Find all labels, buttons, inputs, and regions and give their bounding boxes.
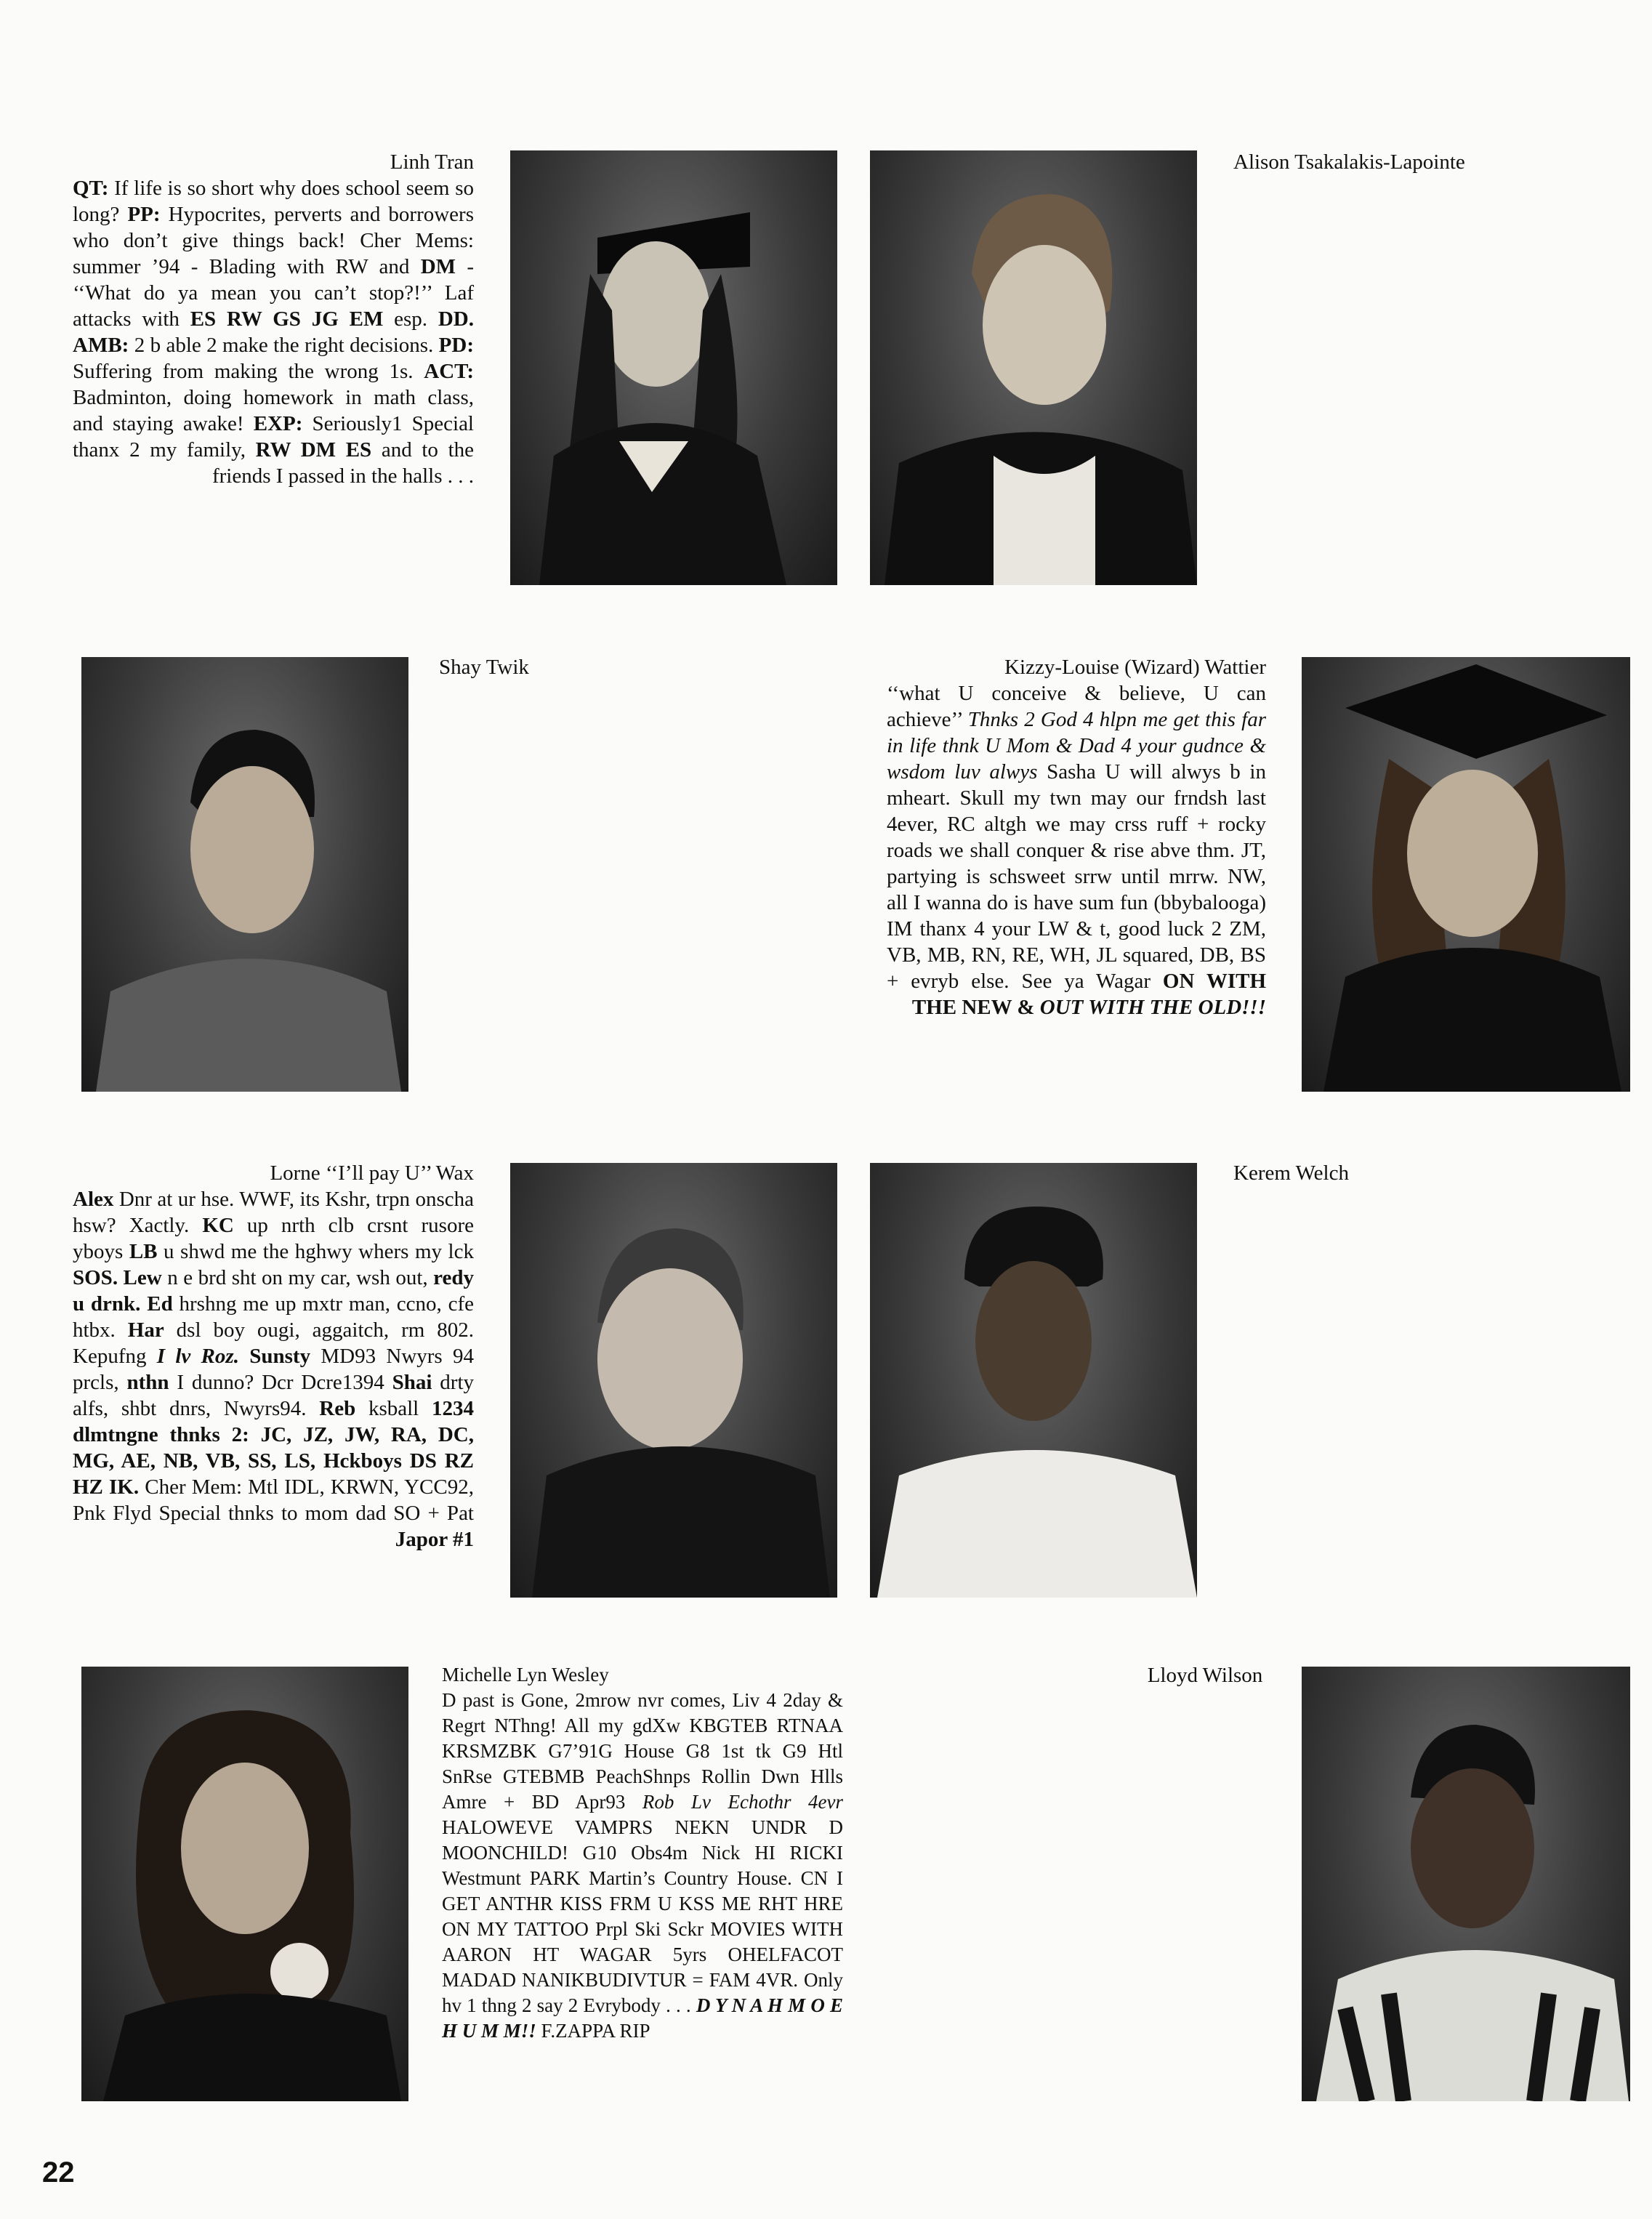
student-name: Alison Tsakalakis-Lapointe bbox=[1233, 150, 1465, 174]
student-block-kizzy-louise-wattier bbox=[887, 654, 1266, 1020]
student-bio: D past is Gone, 2mrow nvr comes, Liv 4 2day & Regrt NThng! All my gdXw KBGTEB RTNAA KRSMZBK G7’91G House G8 1st tk G9 Htl SnRse GTEBMB PeachShnps Rollin Dwn Hlls Amre + BD Apr93 Rob Lv Echothr 4evr HALOWEVE VAMPRS NEKN UNDR D MOONCHILD! G10 Obs4m Nick HI RICKI Westmunt PARK Martin’s Country House. CN I GET ANTHR KISS FRM U KSS ME RHT HRE ON MY TATTOO Prpl Ski Sckr MOVIES WITH AARON HT WAGAR 5yrs OHELFACOT MADAD NANIKBUDIVTUR = FAM 4VR. Only hv 1 thng 2 say 2 Evrybody . . . D Y N A H M O E H U M M!! F.ZAPPA RIP bbox=[442, 1689, 843, 2042]
student-name: Linh Tran bbox=[390, 150, 474, 174]
student-name: Lloyd Wilson bbox=[1147, 1664, 1263, 1687]
student-photo-alison-tsakalakis-lapointe bbox=[870, 150, 1197, 585]
student-photo-lloyd-wilson bbox=[1302, 1667, 1630, 2101]
student-photo-michelle-lyn-wesley bbox=[81, 1667, 408, 2101]
student-name: Shay Twik bbox=[439, 656, 529, 679]
student-photo-kerem-welch bbox=[870, 1163, 1197, 1598]
student-photo-lorne-wax bbox=[510, 1163, 837, 1598]
student-name: Kerem Welch bbox=[1233, 1161, 1349, 1185]
student-block-linh-tran bbox=[73, 149, 474, 489]
student-photo-kizzy-louise-wattier bbox=[1302, 657, 1630, 1092]
student-bio: Alex Dnr at ur hse. WWF, its Kshr, trpn onscha hsw? Xactly. KC up nrth clb crsnt rusore yboys LB u shwd me the hghwy whers my lck SOS. Lew n e brd sht on my car, wsh out, redy u drnk. Ed hrshng me up mxtr man, ccno, cfe htbx. Har dsl boy ougi, aggaitch, rm 802. Kepufng I lv Roz. Sunsty MD93 Nwyrs 94 prcls, nthn I dunno? Dcr Dcre1394 Shai drty alfs, shbt dnrs, Nwyrs94. Reb ksball 1234 dlmtngne thnks 2: JC, JZ, JW, RA, DC, MG, AE, NB, VB, SS, LS, Hckboys DS RZ HZ IK. Cher Mem: Mtl IDL, KRWN, YCC92, Pnk Flyd Special thnks to mom dad SO + Pat Japor #1 bbox=[73, 1188, 475, 1551]
student-block-lloyd-wilson bbox=[1096, 1662, 1314, 1688]
student-name: Michelle Lyn Wesley bbox=[442, 1664, 609, 1686]
student-block-lorne-wax bbox=[73, 1160, 474, 1553]
student-name: Lorne ‘‘I’ll pay U’’ Wax bbox=[270, 1161, 474, 1185]
student-bio: QT: If life is so short why does school seem so long? PP: Hypocrites, perverts and borrowers who don’t give things back! Cher Mems: summer ’94 - Blading with RW and DM - ‘‘What do ya mean you can’t stop?!’’ Laf attacks with ES RW GS JG EM esp. DD. AMB: 2 b able 2 make the right decisions. PD: Suffering from making the wrong 1s. ACT: Badminton, doing homework in math class, and staying awake! EXP: Seriously1 Special thanx 2 my family, RW DM ES and to the friends I passed in the halls . . . bbox=[73, 177, 474, 488]
student-block-shay-twik bbox=[439, 654, 817, 680]
student-block-michelle-lyn-wesley bbox=[442, 1662, 843, 2044]
student-block-kerem-welch bbox=[1233, 1160, 1611, 1186]
page-number: 22 bbox=[42, 2156, 75, 2188]
student-photo-linh-tran bbox=[510, 150, 837, 585]
student-bio: ‘‘what U conceive & believe, U can achieve’’ Thnks 2 God 4 hlpn me get this far in life thnk U Mom & Dad 4 your gudnce & wsdom luv alwys Sasha U will alwys b in mheart. Skull my twn may our frndsh last 4ever, RC altgh we may crss ruff + rocky roads we shall conquer & rise abve thm. JT, partying is schsweet srrw until mrrw. NW, all I wanna do is have sum fun (bbybalooga) IM thanx 4 your LW & t, good luck 2 ZM, VB, MB, RN, RE, WH, JL squared, DB, BS + evryb else. See ya Wagar ON WITH THE NEW & OUT WITH THE OLD!!! bbox=[887, 682, 1267, 1019]
student-block-alison-tsakalakis-lapointe bbox=[1233, 149, 1611, 175]
student-photo-shay-twik bbox=[81, 657, 408, 1092]
student-name: Kizzy-Louise (Wizard) Wattier bbox=[1004, 656, 1266, 679]
